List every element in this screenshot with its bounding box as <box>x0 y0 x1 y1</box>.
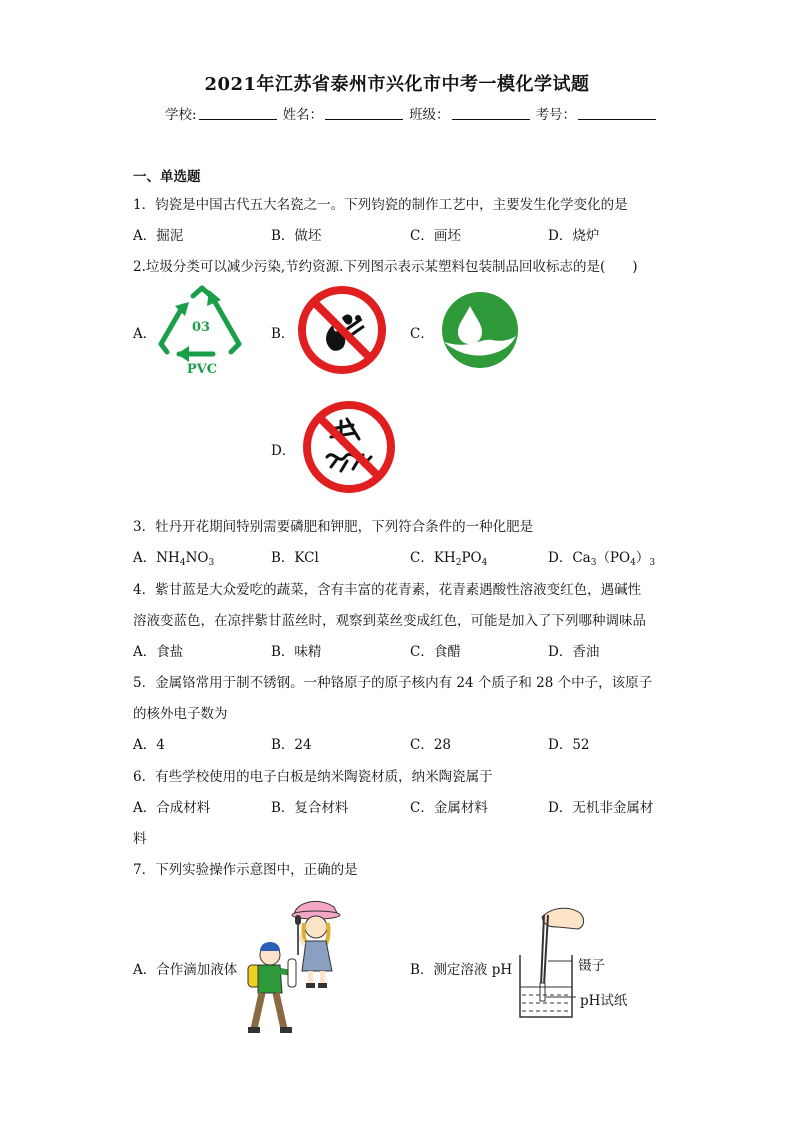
q2-option-a-label[interactable]: A． <box>133 326 157 342</box>
question-6-text: 6．有些学校使用的电子白板是纳米陶瓷材质，纳米陶瓷属于 <box>133 769 493 785</box>
q4-option-b[interactable]: B．味精 <box>271 644 322 660</box>
q4-option-d[interactable]: D．香油 <box>548 644 600 660</box>
q6-option-a[interactable]: A．合成材料 <box>133 800 211 816</box>
water-saving-icon[interactable] <box>440 290 520 370</box>
q3-option-b[interactable]: B．KCl <box>271 550 319 566</box>
page-title: 2021年江苏省泰州市兴化市中考一模化学试题 <box>204 74 590 95</box>
section-heading: 一、单选题 <box>133 169 201 185</box>
question-1-text: 1．钧瓷是中国古代五大名瓷之一。下列钧瓷的制作工艺中，主要发生化学变化的是 <box>133 197 628 213</box>
question-3-text: 3．牡丹开花期间特别需要磷肥和钾肥，下列符合条件的一种化肥是 <box>133 519 534 535</box>
q3-option-a[interactable]: A．$NH_4NO_3$ <box>133 550 215 568</box>
recycle-pvc-icon[interactable] <box>155 282 245 377</box>
class-label: 班级： <box>409 107 450 123</box>
question-5-line-1: 5．金属铬常用于制不锈钢。一种铬原子的原子核内有 24 个质子和 28 个中子，该原子 <box>133 675 653 691</box>
class-blank <box>452 107 530 120</box>
question-4-line-1: 4．紫甘蓝是大众爱吃的蔬菜，含有丰富的花青素，花青素遇酸性溶液变红色，遇碱性 <box>133 582 642 598</box>
name-blank <box>325 107 403 120</box>
q1-option-c[interactable]: C．画坯 <box>410 228 461 244</box>
q6-option-b[interactable]: B．复合材料 <box>271 800 349 816</box>
q6-option-c[interactable]: C．金属材料 <box>410 800 488 816</box>
ph-paper-label: pH试纸 <box>580 993 628 1009</box>
q6-option-d[interactable]: D．无机非金属材 <box>548 800 654 816</box>
school-label: 学校: <box>165 107 197 123</box>
question-4-line-2: 溶液变蓝色，在凉拌紫甘蓝丝时，观察到菜丝变成红色，可能是加入了下列哪种调味品 <box>133 613 646 629</box>
q1-option-a[interactable]: A．掘泥 <box>133 228 184 244</box>
q3-option-d[interactable]: D．$Ca_3(PO_4)_3$ <box>548 550 656 568</box>
q5-option-b[interactable]: B．24 <box>271 737 312 753</box>
q1-option-b[interactable]: B．做坯 <box>271 228 322 244</box>
question-2-text: 2.垃圾分类可以减少污染,节约资源.下列图示表示某塑料包装制品回收标志的是( ) <box>133 259 638 275</box>
number-label: 考号： <box>535 107 577 123</box>
q7-option-a[interactable]: A．合作滴加液体 <box>133 962 238 978</box>
q7-option-b[interactable]: B．测定溶液 pH <box>410 962 513 978</box>
q4-option-c[interactable]: C．食醋 <box>410 644 461 660</box>
recycle-name: PVC <box>186 362 218 377</box>
number-blank <box>578 107 656 120</box>
question-5-line-2: 的核外电子数为 <box>133 706 228 722</box>
q5-option-d[interactable]: D．52 <box>548 737 590 753</box>
dropper-cartoon-icon <box>244 893 344 1043</box>
school-blank <box>199 107 277 120</box>
no-littering-icon[interactable] <box>301 399 397 495</box>
q3-option-c[interactable]: C．$KH_2PO_4$ <box>410 550 488 568</box>
tweezers-label: 镊子 <box>578 958 605 974</box>
q2-option-b-label[interactable]: B． <box>271 326 295 342</box>
q5-option-c[interactable]: C．28 <box>410 737 452 753</box>
q1-option-d[interactable]: D．烧炉 <box>548 228 600 244</box>
q4-option-a[interactable]: A．食盐 <box>133 644 184 660</box>
student-info-line <box>165 103 662 123</box>
no-burning-icon[interactable] <box>296 284 388 376</box>
q2-option-c-label[interactable]: C． <box>410 326 434 342</box>
recycle-code: 03 <box>191 320 211 335</box>
q5-option-a[interactable]: A．4 <box>133 737 165 753</box>
q2-option-d-label[interactable]: D． <box>271 443 296 459</box>
q6-option-d-wrap: 料 <box>133 831 147 847</box>
question-7-text: 7．下列实验操作示意图中，正确的是 <box>133 862 358 878</box>
name-label: 姓名： <box>282 107 324 123</box>
